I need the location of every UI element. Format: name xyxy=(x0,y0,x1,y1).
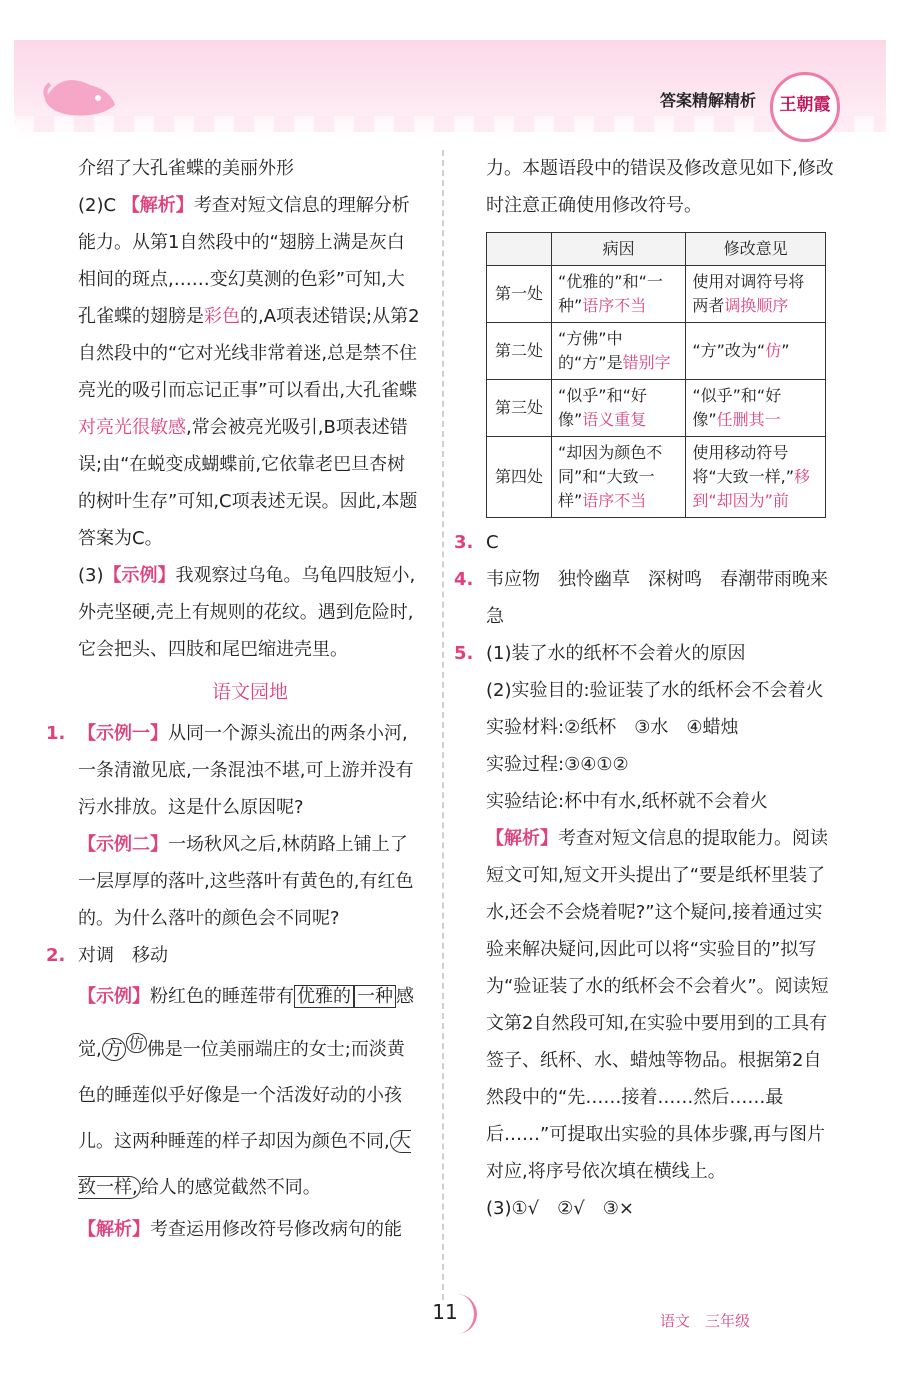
item-5-number: 5. xyxy=(454,643,474,664)
item-1-example-2 xyxy=(78,826,422,937)
fix-highlight: 调换顺序 xyxy=(724,296,789,315)
q2-label: (2)C xyxy=(78,195,117,216)
footer-subject: 语文 三年级 xyxy=(660,1312,751,1330)
line-continued: 力。本题语段中的错误及修改意见如下,修改时注意正确使用修改符号。 xyxy=(486,158,834,216)
item-4 xyxy=(454,561,836,635)
fix-highlight: 移到“却因为”前 xyxy=(692,467,811,510)
example-text-d: 给人的感觉截然不同。 xyxy=(140,1177,321,1198)
example-two-tag: 【示例二】 xyxy=(78,834,168,855)
q3-text: 我观察过乌龟。乌龟四肢短小,外壳坚硬,壳上有规则的花纹。遇到危险时,它会把头、四肢和尾巴缩进壳里。 xyxy=(78,565,416,660)
item-5-process: 实验过程:③④①② xyxy=(486,754,629,775)
cause-cell xyxy=(552,380,686,437)
item-2-answer: 对调 移动 xyxy=(78,945,168,966)
q2-highlight-1: 彩色 xyxy=(204,306,240,327)
item-3-answer: C xyxy=(486,532,499,553)
item-4-number: 4. xyxy=(454,569,474,590)
fix-cell xyxy=(686,437,826,518)
cause-highlight: 语义重复 xyxy=(582,410,647,429)
row-label: 第三处 xyxy=(487,380,552,437)
example-tag: 【示例】 xyxy=(103,565,176,586)
item-5-analysis-text: 考查对短文信息的提取能力。阅读短文可知,短文开头提出了“要是纸杯里装了水,还会不会烧着呢?”这个疑问,接着通过实验来解决疑问,因此可以将“实验目的”拟写为“验证装了水的纸杯会不会着火”。阅读短文第2自然段可知,在实验中要用到的工具有签子、纸杯、水、蜡烛等物品。根据第2自然段中的“先……接着……然后……最后……”可提取出实验的具体步骤,再与图片对应,将序号依次填在横线上。 xyxy=(486,828,829,1182)
circled-char: 方 xyxy=(102,1038,126,1061)
row-label: 第四处 xyxy=(487,437,552,518)
swap-box-1: 优雅的 xyxy=(294,985,354,1008)
table-header-cause: 病因 xyxy=(552,233,686,266)
item-5 xyxy=(454,635,836,672)
page-number: 11 xyxy=(432,1300,458,1324)
item-3-number: 3. xyxy=(454,532,474,553)
section-title: 语文园地 xyxy=(211,681,288,703)
table-row xyxy=(487,323,826,380)
table-row xyxy=(487,437,826,518)
fix-text-end: ” xyxy=(781,341,790,360)
cause-text: “似乎”和“好像” xyxy=(558,386,647,429)
cause-text: “优雅的”和“一种” xyxy=(558,272,663,315)
example-one-tag: 【示例一】 xyxy=(78,723,168,744)
item-2-example xyxy=(78,974,422,1211)
header-title: 答案精解精析 xyxy=(660,91,757,110)
item-2 xyxy=(46,937,422,974)
item-2-number: 2. xyxy=(46,945,66,966)
item-2-analysis-text: 考查运用修改符号修改病句的能 xyxy=(150,1219,402,1240)
fix-highlight: 任删其一 xyxy=(716,410,781,429)
right-column xyxy=(454,150,836,1227)
table-header-blank xyxy=(487,233,552,266)
q2-text-a: 考查对短文信息的理解分析能力。从第1自然段中的“翅膀上满是灰白相间的斑点,……变幻莫测的色彩”可知,大孔雀蝶的翅膀是 xyxy=(78,195,410,327)
header-wave xyxy=(14,116,886,132)
example-text-c: 佛是一位美丽端庄的女士;而淡黄色的睡莲似乎好像是一个活泼好动的小孩儿。这两种睡莲的样子却因为颜色不同, xyxy=(78,1039,405,1152)
q2-text-b: 的,A项表述错误;从第2自然段中的“它对光线非常着迷,总是禁不住亮光的吸引而忘记正事”可以看出,大孔雀蝶 xyxy=(78,306,420,401)
q2-text-c: ,常会被亮光吸引,B项表述错误;由“在蜕变成蝴蝶前,它依靠老巴旦杏树的树叶生存”可知,C项表述无误。因此,本题答案为C。 xyxy=(78,417,418,549)
q2-answer xyxy=(78,187,422,557)
cause-highlight: 错别字 xyxy=(622,353,671,372)
item-5-part-2: (2)实验目的:验证装了水的纸杯会不会着火 xyxy=(486,680,824,701)
circled-phrase: 大致一样, xyxy=(78,1131,411,1198)
fix-cell xyxy=(686,380,826,437)
fix-text: “似乎”和“好像” xyxy=(692,386,782,429)
q3-answer xyxy=(78,557,422,668)
row-label: 第二处 xyxy=(487,323,552,380)
q2-highlight-2: 对亮光很敏感 xyxy=(78,417,186,438)
analysis-tag: 【解析】 xyxy=(121,195,194,216)
item-2-analysis xyxy=(78,1211,422,1248)
cause-text: “却因为颜色不同”和“大致一样” xyxy=(558,443,663,510)
swap-box-2: 一种 xyxy=(354,985,396,1008)
example-text-a: 粉红色的睡莲带有 xyxy=(150,986,294,1007)
item-4-answer: 韦应物 独怜幽草 深树鸣 春潮带雨晚来急 xyxy=(486,569,828,627)
cause-highlight: 语序不当 xyxy=(582,491,647,510)
item-5-conclusion: 实验结论:杯中有水,纸杯就不会着火 xyxy=(486,791,768,812)
cause-highlight: 语序不当 xyxy=(582,296,647,315)
item-1-number: 1. xyxy=(46,723,66,744)
item-5-part-1: (1)装了水的纸杯不会着火的原因 xyxy=(486,643,746,664)
fix-cell xyxy=(686,323,826,380)
example-tag: 【示例】 xyxy=(78,986,150,1007)
correction-mark: 仿 xyxy=(126,1033,147,1053)
example-one-text: 从同一个源头流出的两条小河,一条清澈见底,一条混浊不堪,可上游并没有污水排放。这是什么原因呢? xyxy=(78,723,414,818)
column-divider xyxy=(442,150,444,1300)
left-column xyxy=(46,150,422,1248)
table-header-row xyxy=(487,233,826,266)
cause-text: “方佛”中的“方”是 xyxy=(558,329,623,372)
item-5-part-3: (3)①√ ②√ ③× xyxy=(486,1198,634,1219)
page-number-bracket xyxy=(454,1294,477,1334)
line-intro: 介绍了大孔雀蝶的美丽外形 xyxy=(78,158,294,179)
fix-cell xyxy=(686,266,826,323)
item-5-materials: 实验材料:②纸杯 ③水 ④蜡烛 xyxy=(486,717,739,738)
fix-text: “方”改为“ xyxy=(692,341,766,360)
table-header-fix: 修改意见 xyxy=(686,233,826,266)
whale-icon xyxy=(40,60,120,120)
fix-text: 使用移动符号将“大致一样,” xyxy=(692,443,794,486)
q3-label: (3) xyxy=(78,565,104,586)
item-3 xyxy=(454,524,836,561)
fix-highlight: 仿 xyxy=(765,341,782,360)
item-5-analysis xyxy=(486,820,836,1190)
fix-text: 使用对调符号将两者 xyxy=(692,272,805,315)
cause-cell xyxy=(552,266,686,323)
table-row xyxy=(487,266,826,323)
brand-logo: 王朝霞 xyxy=(770,72,840,142)
correction-table xyxy=(486,232,826,518)
example-text-b: 感觉, xyxy=(78,986,414,1060)
analysis-tag: 【解析】 xyxy=(78,1219,150,1240)
cause-cell xyxy=(552,323,686,380)
example-two-text: 一场秋风之后,林荫路上铺上了一层厚厚的落叶,这些落叶有黄色的,有红色的。为什么落叶的颜色会不同呢? xyxy=(78,834,414,929)
row-label: 第一处 xyxy=(487,266,552,323)
item-1 xyxy=(46,715,422,826)
page-header xyxy=(14,40,886,132)
cause-cell xyxy=(552,437,686,518)
table-row xyxy=(487,380,826,437)
analysis-tag: 【解析】 xyxy=(486,828,558,849)
